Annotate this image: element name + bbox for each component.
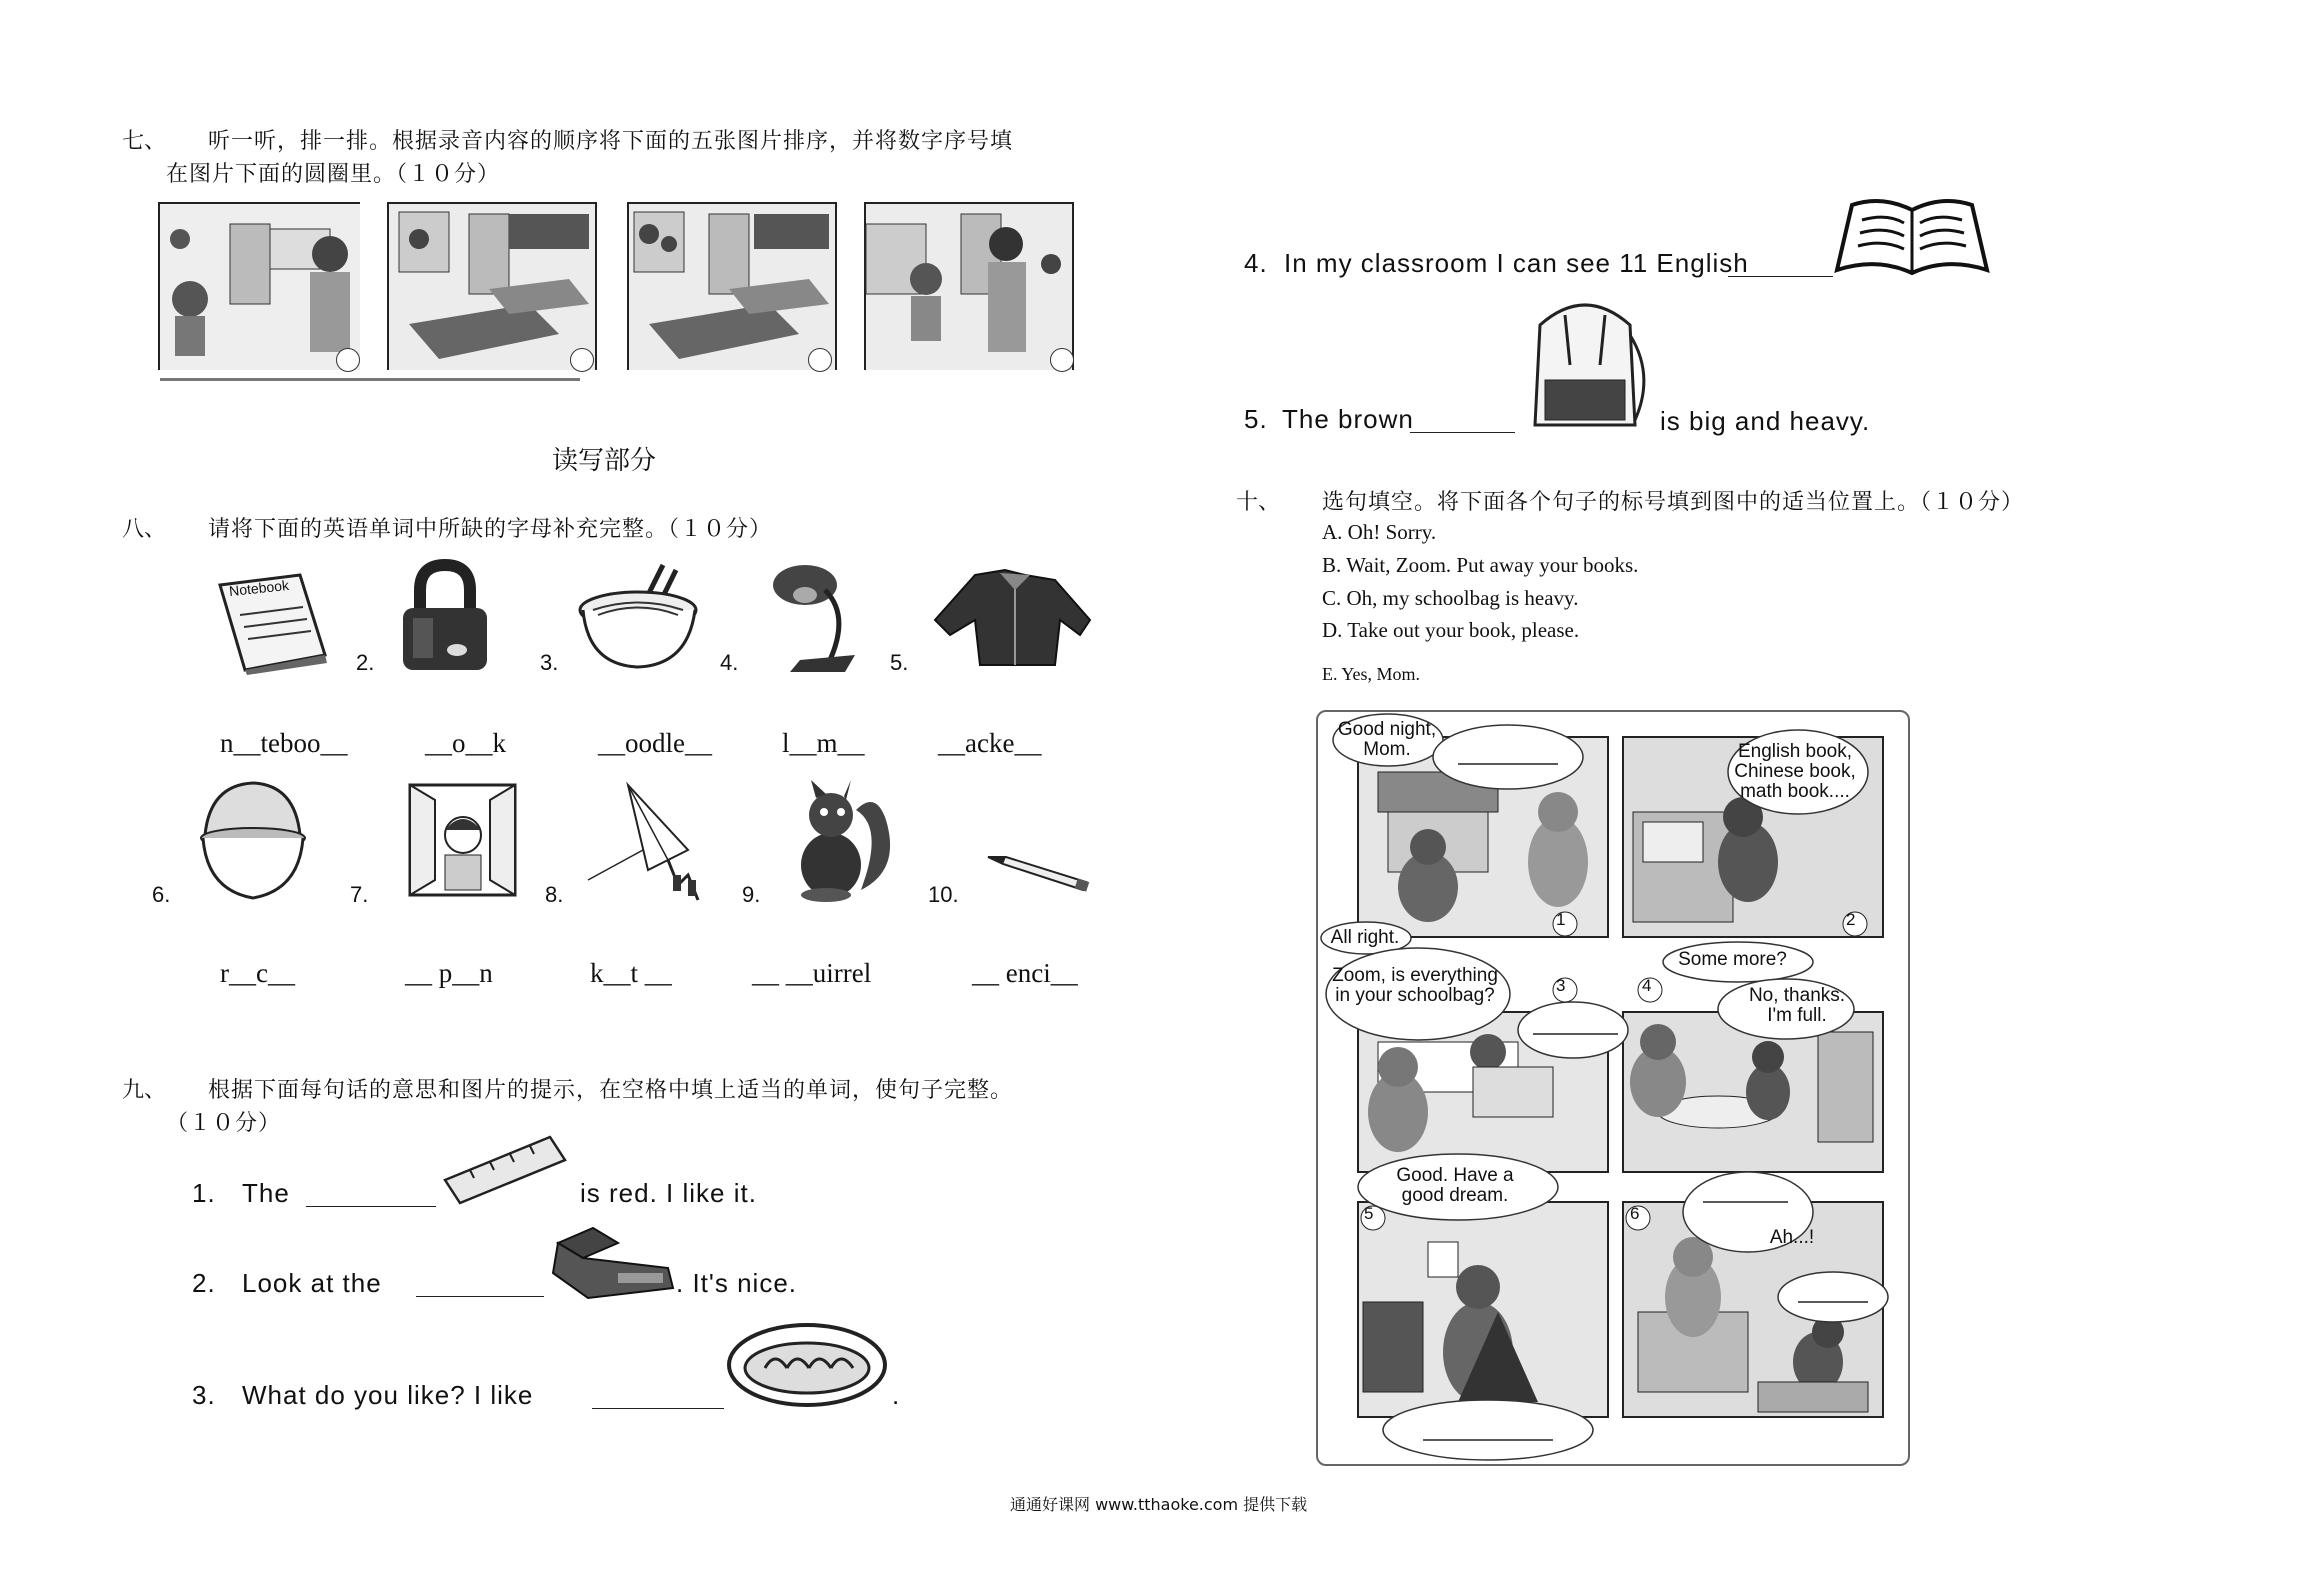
footer-credit: 通通好课网 www.tthaoke.com 提供下载 (1010, 1495, 1308, 1514)
q5-text-before: The brown (1282, 404, 1414, 434)
section8-instruction: 请将下面的英语单词中所缺的字母补充完整。（１０分） (208, 517, 773, 542)
word-6: r__c__ (220, 958, 295, 988)
section7-instruction-line1: 听一听，排一排。根据录音内容的顺序将下面的五张图片排序，并将数字序号填 (208, 129, 1014, 154)
word-7: __ p__n (405, 958, 493, 988)
word-9: __ __uirrel (752, 958, 872, 988)
q4-text-before: In my classroom I can see 11 English (1284, 248, 1749, 278)
q1-answer-blank[interactable] (306, 1204, 436, 1207)
q5-text-after: is big and heavy. (1660, 406, 1871, 436)
q3-text-before: What do you like? I like (242, 1380, 534, 1410)
q4-number: 4. (1244, 248, 1268, 278)
listening-picture-4 (864, 202, 1074, 370)
item-7-number: 7. (350, 882, 369, 907)
item-2-number: 2. (356, 650, 375, 675)
item-5-number: 5. (890, 650, 909, 675)
bubble-english-book: English book, Chinese book, math book.... (1734, 741, 1856, 802)
item-6-number: 6. (152, 882, 171, 907)
section7-number: 七、 (122, 129, 167, 154)
q2-text-before: Look at the (242, 1268, 382, 1298)
section9-instruction-line1: 根据下面每句话的意思和图片的提示，在空格中填上适当的单词，使句子完整。 (208, 1078, 1014, 1103)
comic-strip (1316, 710, 1910, 1466)
item-9-number: 9. (742, 882, 761, 907)
panel-number-3: 3 (1556, 976, 1566, 995)
section9-instruction-line2: （１０分） (166, 1111, 282, 1136)
order-circle-4[interactable] (1050, 348, 1074, 372)
q1-text-after: is red. I like it. (580, 1178, 757, 1208)
reading-writing-title: 读写部分 (552, 446, 657, 476)
bubble-good-night: Good night, Mom. (1337, 719, 1437, 760)
q2-number: 2. (192, 1268, 216, 1298)
q1-text-before: The (242, 1178, 290, 1208)
listening-picture-3 (627, 202, 837, 370)
option-b: B. Wait, Zoom. Put away your books. (1322, 553, 1639, 577)
word-2: __o__k (425, 728, 506, 758)
bubble-zoom-is: Zoom, is everything in your schoolbag? (1332, 965, 1498, 1006)
item-10-number: 10. (928, 882, 959, 907)
notebook-label: Notebook (228, 576, 290, 600)
panel-number-4: 4 (1642, 976, 1652, 995)
bubble-all-right: All right. (1330, 927, 1400, 948)
word-4: l__m__ (782, 728, 865, 758)
option-a: A. Oh! Sorry. (1322, 520, 1437, 544)
q5-answer-blank[interactable] (1410, 430, 1515, 433)
item-8-number: 8. (545, 882, 564, 907)
q2-answer-blank[interactable] (416, 1294, 544, 1297)
order-circle-1[interactable] (336, 348, 360, 372)
picture-divider (160, 378, 580, 381)
order-circle-2[interactable] (570, 348, 594, 372)
item-3-number: 3. (540, 650, 559, 675)
word-5: __acke__ (938, 728, 1042, 758)
item-4-number: 4. (720, 650, 739, 675)
word-8: k__t __ (590, 958, 672, 988)
option-e: E. Yes, Mom. (1322, 664, 1421, 684)
listening-picture-1 (158, 202, 360, 370)
section10-number: 十、 (1236, 490, 1281, 515)
q4-text-after: . (1984, 248, 1993, 278)
bubble-no-thanks: No, thanks. I'm full. (1748, 985, 1846, 1026)
q1-number: 1. (192, 1178, 216, 1208)
bubble-some-more: Some more? (1678, 949, 1787, 970)
q3-number: 3. (192, 1380, 216, 1410)
word-1: n__teboo__ (220, 728, 348, 758)
section10-instruction: 选句填空。将下面各个句子的标号填到图中的适当位置上。（１０分） (1322, 490, 2025, 515)
panel-number-2: 2 (1846, 910, 1856, 929)
bubble-good-have: Good. Have a good dream. (1396, 1165, 1514, 1206)
option-d: D. Take out your book, please. (1322, 618, 1580, 642)
option-c: C. Oh, my schoolbag is heavy. (1322, 586, 1579, 610)
q3-answer-blank[interactable] (592, 1406, 724, 1409)
section7-instruction-line2: 在图片下面的圆圈里。（１０分） (166, 162, 501, 187)
q3-text-after: . (892, 1380, 901, 1410)
panel-number-6: 6 (1630, 1204, 1640, 1223)
bubble-ah: Ah...! (1769, 1227, 1815, 1248)
panel-number-5: 5 (1364, 1204, 1374, 1223)
word-10: __ enci__ (972, 958, 1078, 988)
panel-number-1: 1 (1556, 910, 1566, 929)
order-circle-3[interactable] (808, 348, 832, 372)
word-3: __oodle__ (598, 728, 712, 758)
q4-answer-blank[interactable] (1728, 274, 1833, 277)
q5-number: 5. (1244, 404, 1268, 434)
q2-text-after: . It's nice. (676, 1268, 798, 1298)
listening-picture-2 (387, 202, 597, 370)
section9-number: 九、 (122, 1078, 167, 1103)
section8-number: 八、 (122, 517, 167, 542)
